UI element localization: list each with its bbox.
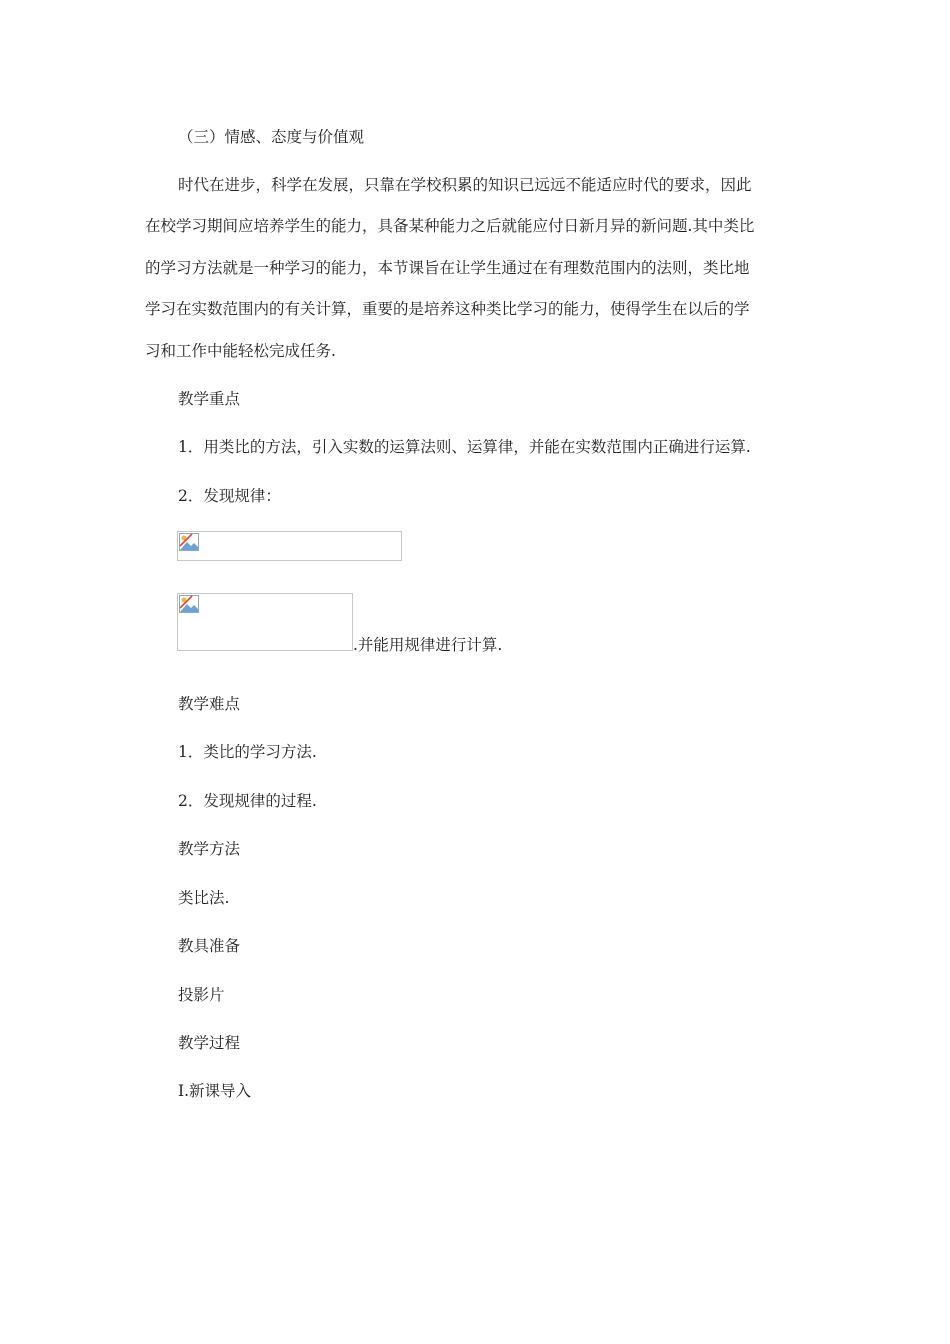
formula-image [177,593,353,651]
formula-image [177,531,402,561]
section-heading: （三）情感、态度与价值观 [178,128,365,146]
difficulty-item: 2．发现规律的过程. [178,792,317,810]
method-text: 类比法. [178,889,230,907]
paragraph-line: 学习在实数范围内的有关计算，重要的是培养这种类比学习的能力，使得学生在以后的学 [145,300,750,318]
paragraph-line: 习和工作中能轻松完成任务. [145,342,336,360]
key-point-item: 1．用类比的方法，引入实数的运算法则、运算律，并能在实数范围内正确进行运算. [178,438,751,456]
paragraph-line: 时代在进步，科学在发展，只靠在学校积累的知识已远远不能适应时代的要求，因此 [178,176,752,194]
key-point-item: 2．发现规律： [178,487,281,505]
difficulties-heading: 教学难点 [178,695,241,713]
tools-text: 投影片 [178,986,225,1004]
tools-heading: 教具准备 [178,937,241,955]
method-heading: 教学方法 [178,840,241,858]
paragraph-line: 在校学习期间应培养学生的能力，具备某种能力之后就能应付日新月异的新问题.其中类比 [145,217,755,235]
process-item: Ⅰ.新课导入 [178,1082,252,1100]
process-heading: 教学过程 [178,1034,241,1052]
paragraph-line: 的学习方法就是一种学习的能力，本节课旨在让学生通过在有理数范围内的法则，类比地 [145,259,750,277]
broken-image-icon [179,595,199,613]
difficulty-item: 1．类比的学习方法. [178,743,317,761]
key-points-heading: 教学重点 [178,390,241,408]
formula-trailing-text: .并能用规律进行计算. [353,636,503,654]
broken-image-icon [179,533,199,551]
